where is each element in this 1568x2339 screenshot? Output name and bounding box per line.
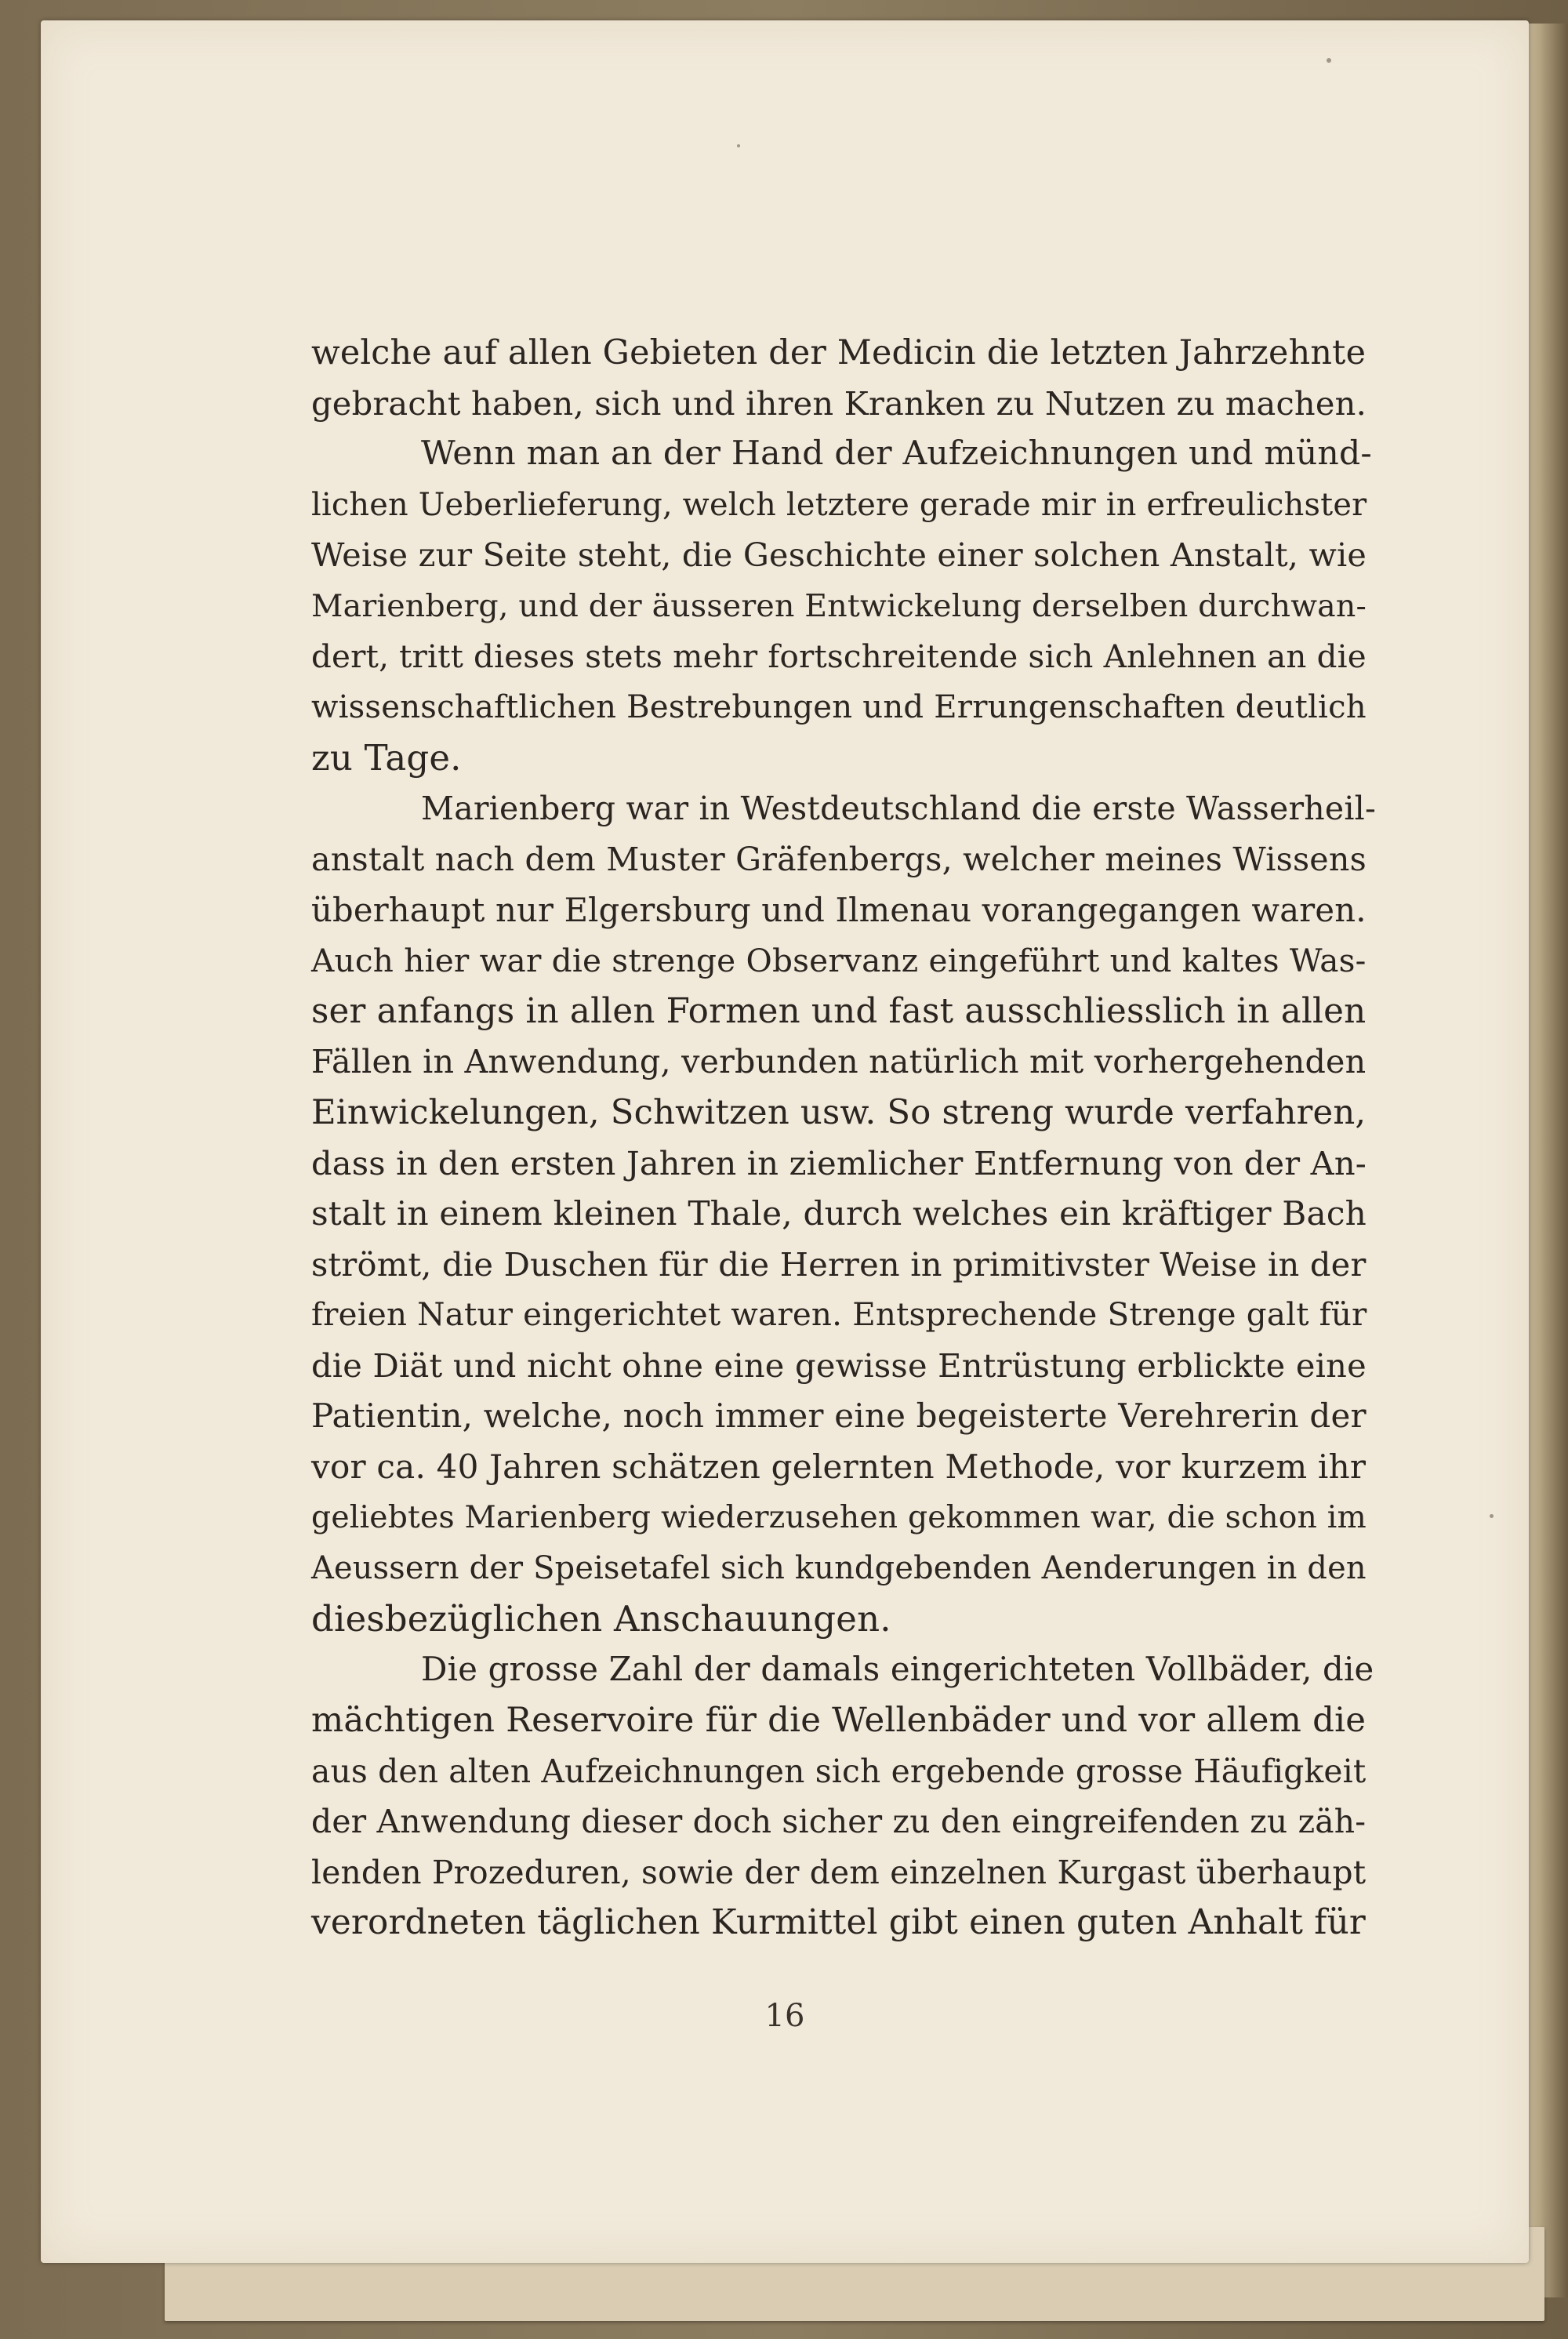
text-line: dass in den ersten Jahren in ziemlicher Entfernung von der An- (311, 1143, 1367, 1182)
text-line: wissenschaftlichen Bestrebungen und Errungenschaften deutlich (311, 689, 1367, 726)
text-line: lenden Prozeduren, sowie der dem einzelnen Kurgast überhaupt (311, 1853, 1367, 1891)
text-line: Marienberg, und der äusseren Entwickelung derselben durchwan- (311, 587, 1367, 624)
text-line: Fällen in Anwendung, verbunden natürlich mit vorhergehenden (311, 1043, 1367, 1081)
text-line: gebracht haben, sich und ihren Kranken zu Nutzen zu machen. (311, 383, 1367, 423)
text-line: vor ca. 40 Jahren schätzen gelernten Methode, vor kurzem ihr (311, 1447, 1367, 1487)
text-line: ser anfangs in allen Formen und fast ausschliesslich in allen (311, 991, 1367, 1031)
text-line: lichen Ueberlieferung, welch letztere gerade mir in erfreulichster (311, 486, 1367, 523)
paper-speck (1327, 58, 1331, 63)
text-line: freien Natur eingerichtet waren. Entsprechende Strenge galt für (311, 1296, 1367, 1334)
text-line: aus den alten Aufzeichnungen sich ergebende grosse Häufigkeit (311, 1752, 1367, 1790)
text-line: zu Tage. (311, 736, 462, 779)
text-line: verordneten täglichen Kurmittel gibt einen guten Anhalt für (311, 1902, 1366, 1943)
text-line: Wenn man an der Hand der Aufzeichnungen und münd- (421, 434, 1372, 474)
text-line: Auch hier war die strenge Observanz eingeführt und kaltes Was- (311, 942, 1367, 980)
text-line: Einwickelungen, Schwitzen usw. So streng wurde verfahren, (311, 1092, 1367, 1132)
body-text (311, 328, 1377, 1949)
text-line: die Diät und nicht ohne eine gewisse Entrüstung erblickte eine (311, 1346, 1367, 1385)
text-line: dert, tritt dieses stets mehr fortschreitende sich Anlehnen an die (311, 637, 1367, 675)
text-line: Weise zur Seite steht, die Geschichte einer solchen Anstalt, wie (311, 536, 1367, 575)
text-line: mächtigen Reservoire für die Wellenbäder und vor allem die (311, 1701, 1367, 1741)
paper-speck (1490, 1514, 1494, 1518)
text-line: Marienberg war in Westdeutschland die erste Wasserheil- (421, 790, 1377, 828)
text-line: strömt, die Duschen für die Herren in primitivster Weise in der (311, 1244, 1367, 1284)
text-line: Aeussern der Speisetafel sich kundgebenden Aenderungen in den (311, 1550, 1367, 1587)
text-line: welche auf allen Gebieten der Medicin die letzten Jahrzehnte (311, 333, 1367, 372)
text-line: überhaupt nur Elgersburg und Ilmenau vorangegangen waren. (311, 890, 1367, 929)
page-number: 16 (764, 1998, 805, 2034)
book-page (41, 20, 1529, 2263)
paper-speck (737, 144, 740, 147)
text-line: anstalt nach dem Muster Gräfenbergs, welcher meines Wissens (311, 840, 1367, 878)
text-line: diesbezüglichen Anschauungen. (311, 1597, 891, 1640)
text-line: der Anwendung dieser doch sicher zu den eingreifenden zu zäh- (311, 1803, 1367, 1841)
text-line: geliebtes Marienberg wiederzusehen gekommen war, die schon im (311, 1499, 1367, 1535)
text-line: Patientin, welche, noch immer eine begeisterte Verehrerin der (311, 1396, 1367, 1436)
text-line: Die grosse Zahl der damals eingerichteten Vollbäder, die (421, 1650, 1374, 1689)
text-line: stalt in einem kleinen Thale, durch welches ein kräftiger Bach (311, 1194, 1367, 1233)
